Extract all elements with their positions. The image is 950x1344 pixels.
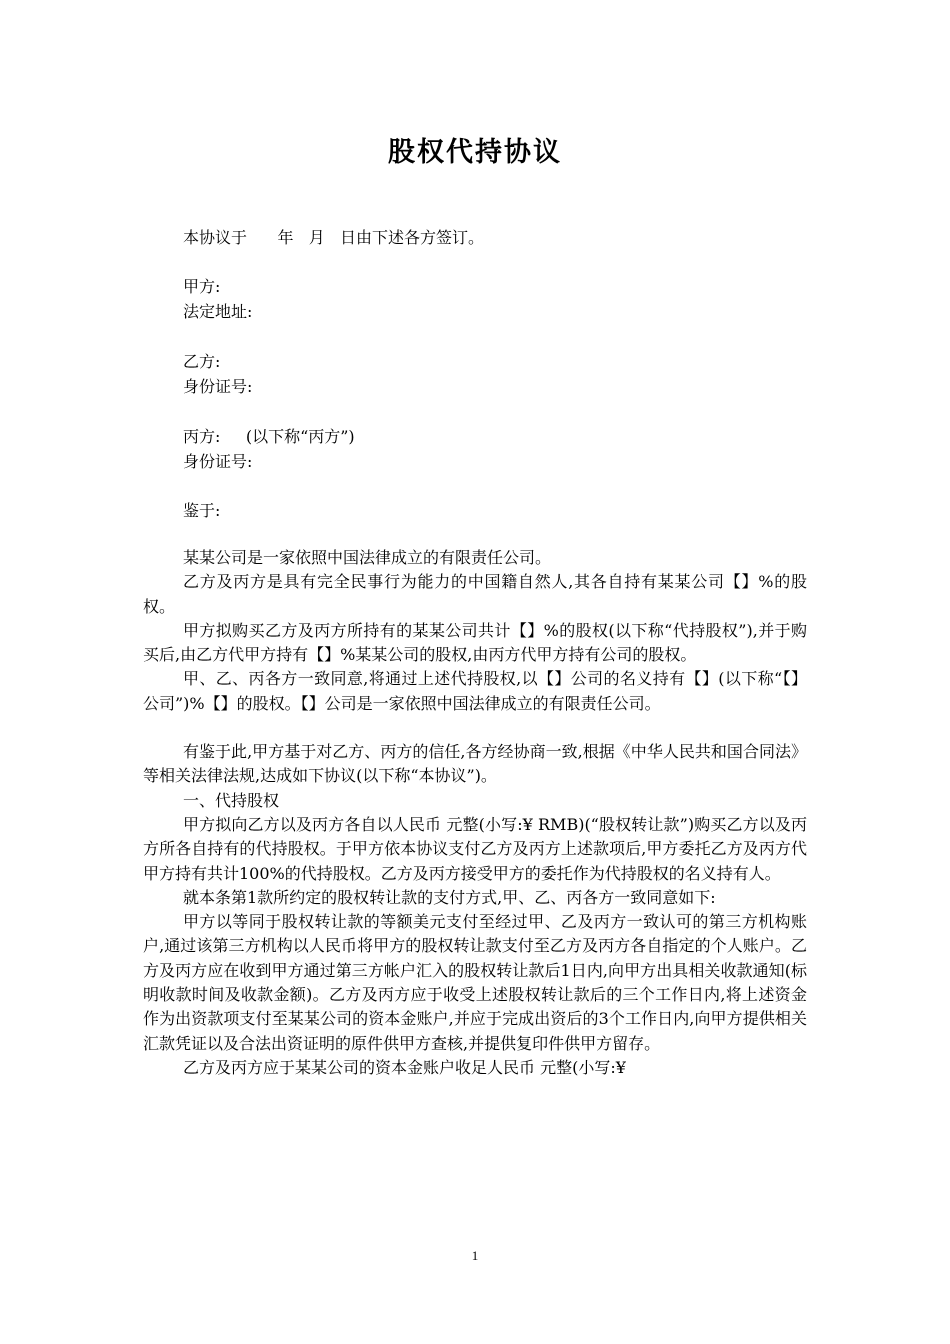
agreement-body (143, 546, 807, 1080)
whereas-label: 鉴于: (183, 501, 221, 520)
paragraph: 甲方拟向乙方以及丙方各自以人民币 元整(小写:¥ RMB)(“股权转让款”)购买乙方以及丙方所各自持有的代持股权。于甲方依本协议支付乙方及丙方上述款项后,甲方委托乙方及丙方代甲方持有共计100%的代持股权。乙方及丙方接受甲方的委托作为代持股权的名义持有人。 (143, 814, 807, 883)
paragraph: 甲方以等同于股权转让款的等额美元支付至经过甲、乙及丙方一致认可的第三方机构账户,通过该第三方机构以人民币将甲方的股权转让款支付至乙方及丙方各自指定的个人账户。乙方及丙方应在收到甲方通过第三方帐户汇入的股权转让款后1日内,向甲方出具相关收款通知(标明收款时间及收款金额)。乙方及丙方应于收受上述股权转让款后的三个工作日内,将上述资金作为出资款项支付至某某公司的资本金账户,并应于完成出资后的3个工作日内,向甲方提供相关汇款凭证以及合法出资证明的原件供甲方查核,并提供复印件供甲方留存。 (143, 912, 807, 1053)
intro-line: 本协议于 年 月 日由下述各方签订。 (183, 228, 485, 247)
page-number: 1 (471, 1248, 479, 1263)
paragraph: 有鉴于此,甲方基于对乙方、丙方的信任,各方经协商一致,根据《中华人民共和国合同法》等相关法律法规,达成如下协议(以下称“本协议”)。 (143, 742, 807, 786)
party-c-label: 丙方: (以下称“丙方”) (183, 427, 355, 446)
party-b-id-label: 身份证号: (183, 377, 253, 396)
paragraph: 甲、乙、丙各方一致同意,将通过上述代持股权,以【】公司的名义持有【】(以下称“【】公司”)%【】的股权。【】公司是一家依照中国法律成立的有限责任公司。 (143, 669, 807, 713)
document-title: 股权代持协议 (388, 137, 562, 168)
paragraph: 乙方及丙方应于某某公司的资本金账户收足人民币 元整(小写:¥ (183, 1057, 626, 1077)
party-b-label: 乙方: (183, 352, 221, 371)
section-heading: 一、代持股权 (183, 790, 280, 810)
paragraph: 乙方及丙方是具有完全民事行为能力的中国籍自然人,其各自持有某某公司【】%的股权。 (143, 572, 807, 616)
paragraph: 就本条第1款所约定的股权转让款的支付方式,甲、乙、丙各方一致同意如下: (183, 887, 716, 907)
paragraph: 某某公司是一家依照中国法律成立的有限责任公司。 (183, 548, 552, 567)
party-c-id-label: 身份证号: (183, 452, 253, 471)
paragraph: 甲方拟购买乙方及丙方所持有的某某公司共计【】%的股权(以下称“代持股权”),并于购买后,由乙方代甲方持有【】%某某公司的股权,由丙方代甲方持有公司的股权。 (143, 620, 807, 665)
party-a-address-label: 法定地址: (183, 302, 253, 321)
party-a-label: 甲方: (183, 277, 221, 296)
